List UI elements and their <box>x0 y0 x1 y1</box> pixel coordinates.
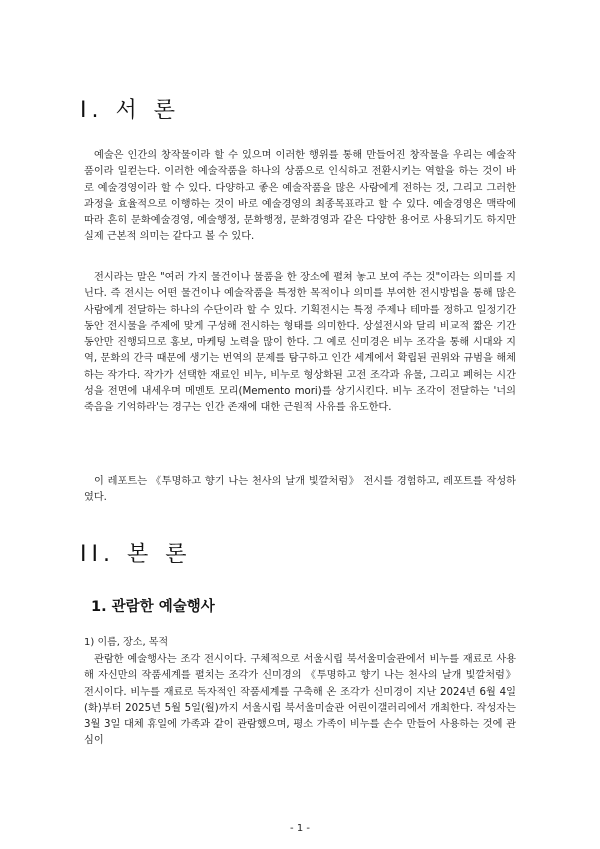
intro-paragraph-1 <box>84 148 516 246</box>
item-label: 1) 이름, 장소, 목적 <box>84 637 169 648</box>
section-heading-body: II. 본 론 <box>80 542 192 567</box>
subsection-heading: 1. 관람한 예술행사 <box>91 599 215 615</box>
body-paragraph <box>84 652 516 750</box>
body-paragraph-text: 관람한 예술행사는 조각 전시이다. 구체적으로 서울시립 북서울미술관에서 비누를 재료로 사용해 자신만의 작품세계를 펼치는 조각가 신미경의 《투명하고 향기 나는 천사의 날개 빛깔처럼》 전시이다. 비누를 재료로 독자적인 작품세계를 구축해 온 조각가 신미경이 지난 2024년 6월 4일(화)부터 2025년 5월 5일(월)까지 서울시립 북서울미술관 어린이갤러리에서 개최한다. 작성자는 3월 3일 대체 휴일에 가족과 같이 관람했으며, 평소 가족이 비누를 손수 만들어 사용하는 것에 관심이 <box>84 654 516 747</box>
intro-paragraph-1-text: 예술은 인간의 창작물이라 할 수 있으며 이러한 행위를 통해 만들어진 창작물을 우리는 예술작품이라 일컫는다. 이러한 예술작품을 하나의 상품으로 인식하고 전환시키는 역할을 하는 것이 바로 예술경영이라 할 수 있다. 다양하고 좋은 예술작품을 많은 사람에게 전하는 것, 그리고 그러한 과정을 효율적으로 이행하는 것이 바로 예술경영의 최종목표라고 할 수 있다. 예술경영은 맥락에 따라 흔히 문화예술경영, 예술행정, 문화행정, 문화경영과 같은 다양한 용어로 사용되기도 하지만 실제 근본적 의미는 같다고 볼 수 있다. <box>84 150 516 243</box>
intro-paragraph-2-text: 전시라는 말은 "여러 가지 물건이나 물품을 한 장소에 펼쳐 놓고 보여 주는 것"이라는 의미를 지닌다. 즉 전시는 어떤 물건이나 예술작품을 특정한 목적이나 의미를 부여한 전시방법을 통해 많은 사람에게 전달하는 하나의 수단이라 할 수 있다. 기획전시는 특정 주제나 테마를 정하고 일정기간 동안 전시물을 주제에 맞게 구성해 전시하는 형태를 의미한다. 상설전시와 달리 비교적 짧은 기간 동안만 진행되므로 홍보, 마케팅 노력을 많이 한다. 그 예로 신미경은 비누 조각을 통해 시대와 지역, 문화의 간극 때문에 생기는 번역의 문제를 탐구하고 인간 세계에서 확립된 권위와 규범을 해체하는 작가다. 작가가 선택한 재료인 비누, 비누로 형상화된 고전 조각과 유물, 그리고 폐허는 시간성을 전면에 내세우며 메멘토 모리(Memento mori)를 상기시킨다. 비누 조각이 전달하는 '너의 죽음을 기억하라'는 경구는 인간 존재에 대한 근원적 사유를 유도한다. <box>84 272 516 414</box>
section-heading-intro: I. 서 론 <box>80 98 180 123</box>
intro-paragraph-2 <box>84 270 516 417</box>
intro-paragraph-3-text: 이 레포트는 《투명하고 향기 나는 천사의 날개 빛깔처럼》 전시를 경험하고, 레포트를 작성하였다. <box>84 476 516 504</box>
page-number: - 1 - <box>290 823 310 834</box>
intro-paragraph-3 <box>84 474 516 507</box>
